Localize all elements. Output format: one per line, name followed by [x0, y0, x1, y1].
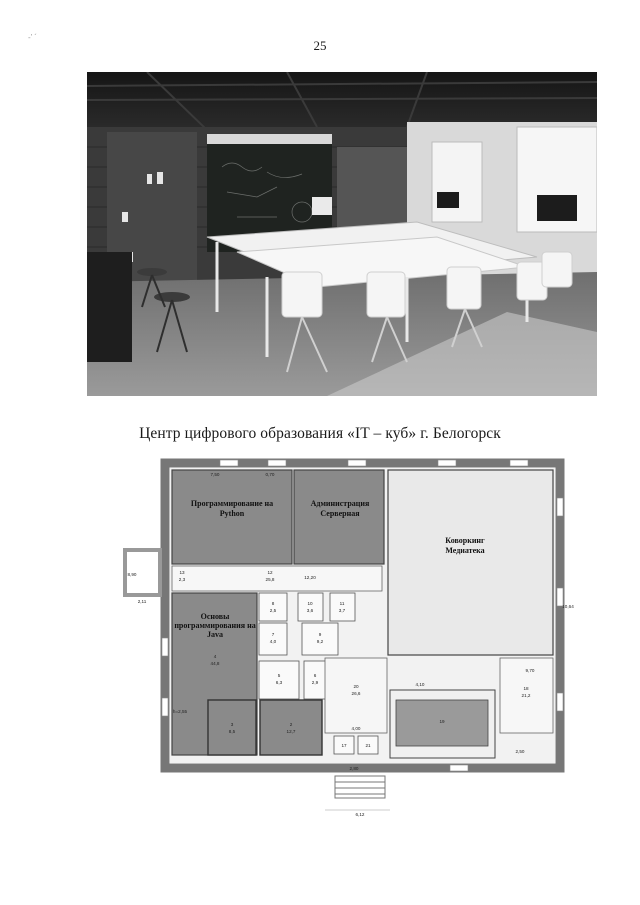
plan-label-n10: 10	[307, 601, 313, 606]
plan-label-n13: 13	[179, 570, 185, 575]
plan-label-d970: 9,70	[525, 668, 535, 673]
room-coworking	[388, 470, 553, 655]
plan-label-n9: 9	[318, 632, 322, 637]
room-10	[298, 593, 323, 621]
plan-label-n6: 6	[313, 673, 317, 678]
plan-label-n12: 12	[267, 570, 273, 575]
plan-label-d211: 2,11	[137, 599, 147, 604]
plan-label-n4: 4	[213, 654, 217, 659]
classroom-photo	[87, 72, 597, 396]
plan-label-d250: 2,50	[515, 749, 525, 754]
plan-label-n9a: 9,2	[316, 639, 324, 644]
page-number: 25	[313, 38, 327, 53]
plan-label-n8: 8	[271, 601, 275, 606]
plan-label-n7: 7	[271, 632, 275, 637]
plan-label-n19: 19	[439, 719, 445, 724]
plan-label-n7a: 4,0	[269, 639, 277, 644]
label-admin-2: Серверная	[320, 509, 360, 518]
plan-label-n8a: 2,5	[269, 608, 277, 613]
room-2	[260, 700, 322, 755]
plan-label-n5a: 6,3	[275, 680, 283, 685]
plan-label-d070: 0,70	[265, 472, 275, 477]
plan-label-d612: 6,12	[355, 812, 365, 817]
plan-label-n12a: 25,8	[265, 577, 275, 582]
floor-plan	[120, 458, 582, 820]
plan-label-n21: 21	[365, 743, 371, 748]
plan-label-n18: 18	[523, 686, 529, 691]
plan-label-n20a: 26,6	[351, 691, 361, 696]
label-java-3: Java	[207, 630, 223, 639]
plan-label-n6a: 2,9	[311, 680, 319, 685]
plan-label-n2: 2	[289, 722, 293, 727]
plan-label-n5: 5	[277, 673, 281, 678]
caption: Центр цифрового образования «IT – куб» г. Белогорск	[139, 425, 501, 442]
plan-label-n3: 3	[230, 722, 234, 727]
plan-label-h: h=2,55	[172, 709, 188, 714]
plan-label-n3a: 8,5	[228, 729, 236, 734]
label-java-1: Основы	[200, 612, 230, 621]
label-python-1: Программирование на	[190, 499, 274, 508]
label-python-2: Python	[219, 509, 245, 518]
plan-label-d1064: 10,64	[562, 604, 574, 609]
plan-label-n13a: 2,3	[178, 577, 186, 582]
plan-label-d750: 7,50	[210, 472, 220, 477]
label-coworking-2: Медиатека	[445, 546, 485, 555]
room-11	[330, 593, 355, 621]
room-3	[208, 700, 256, 755]
plan-label-n18a: 21,2	[521, 693, 531, 698]
plan-label-d280: 2,80	[349, 766, 359, 771]
room-8	[259, 593, 287, 621]
plan-label-n11a: 3,7	[338, 608, 346, 613]
plan-label-n17: 17	[341, 743, 347, 748]
plan-label-n4a: 44,8	[210, 661, 220, 666]
label-coworking-1: Коворкинг	[445, 536, 485, 545]
plan-label-d1220: 12,20	[304, 575, 316, 580]
plan-label-n20: 20	[353, 684, 359, 689]
label-java-2: программирования на	[174, 621, 256, 630]
plan-label-d890: 8,90	[127, 572, 137, 577]
plan-label-d410: 4,10	[415, 682, 425, 687]
plan-label-d400: 4,00	[351, 726, 361, 731]
scan-mark: -’ ´	[28, 33, 38, 42]
plan-label-n10a: 3,6	[306, 608, 314, 613]
label-admin-1: Администрация	[310, 499, 370, 508]
plan-label-n11: 11	[339, 601, 345, 606]
plan-label-n2a: 12,7	[286, 729, 296, 734]
